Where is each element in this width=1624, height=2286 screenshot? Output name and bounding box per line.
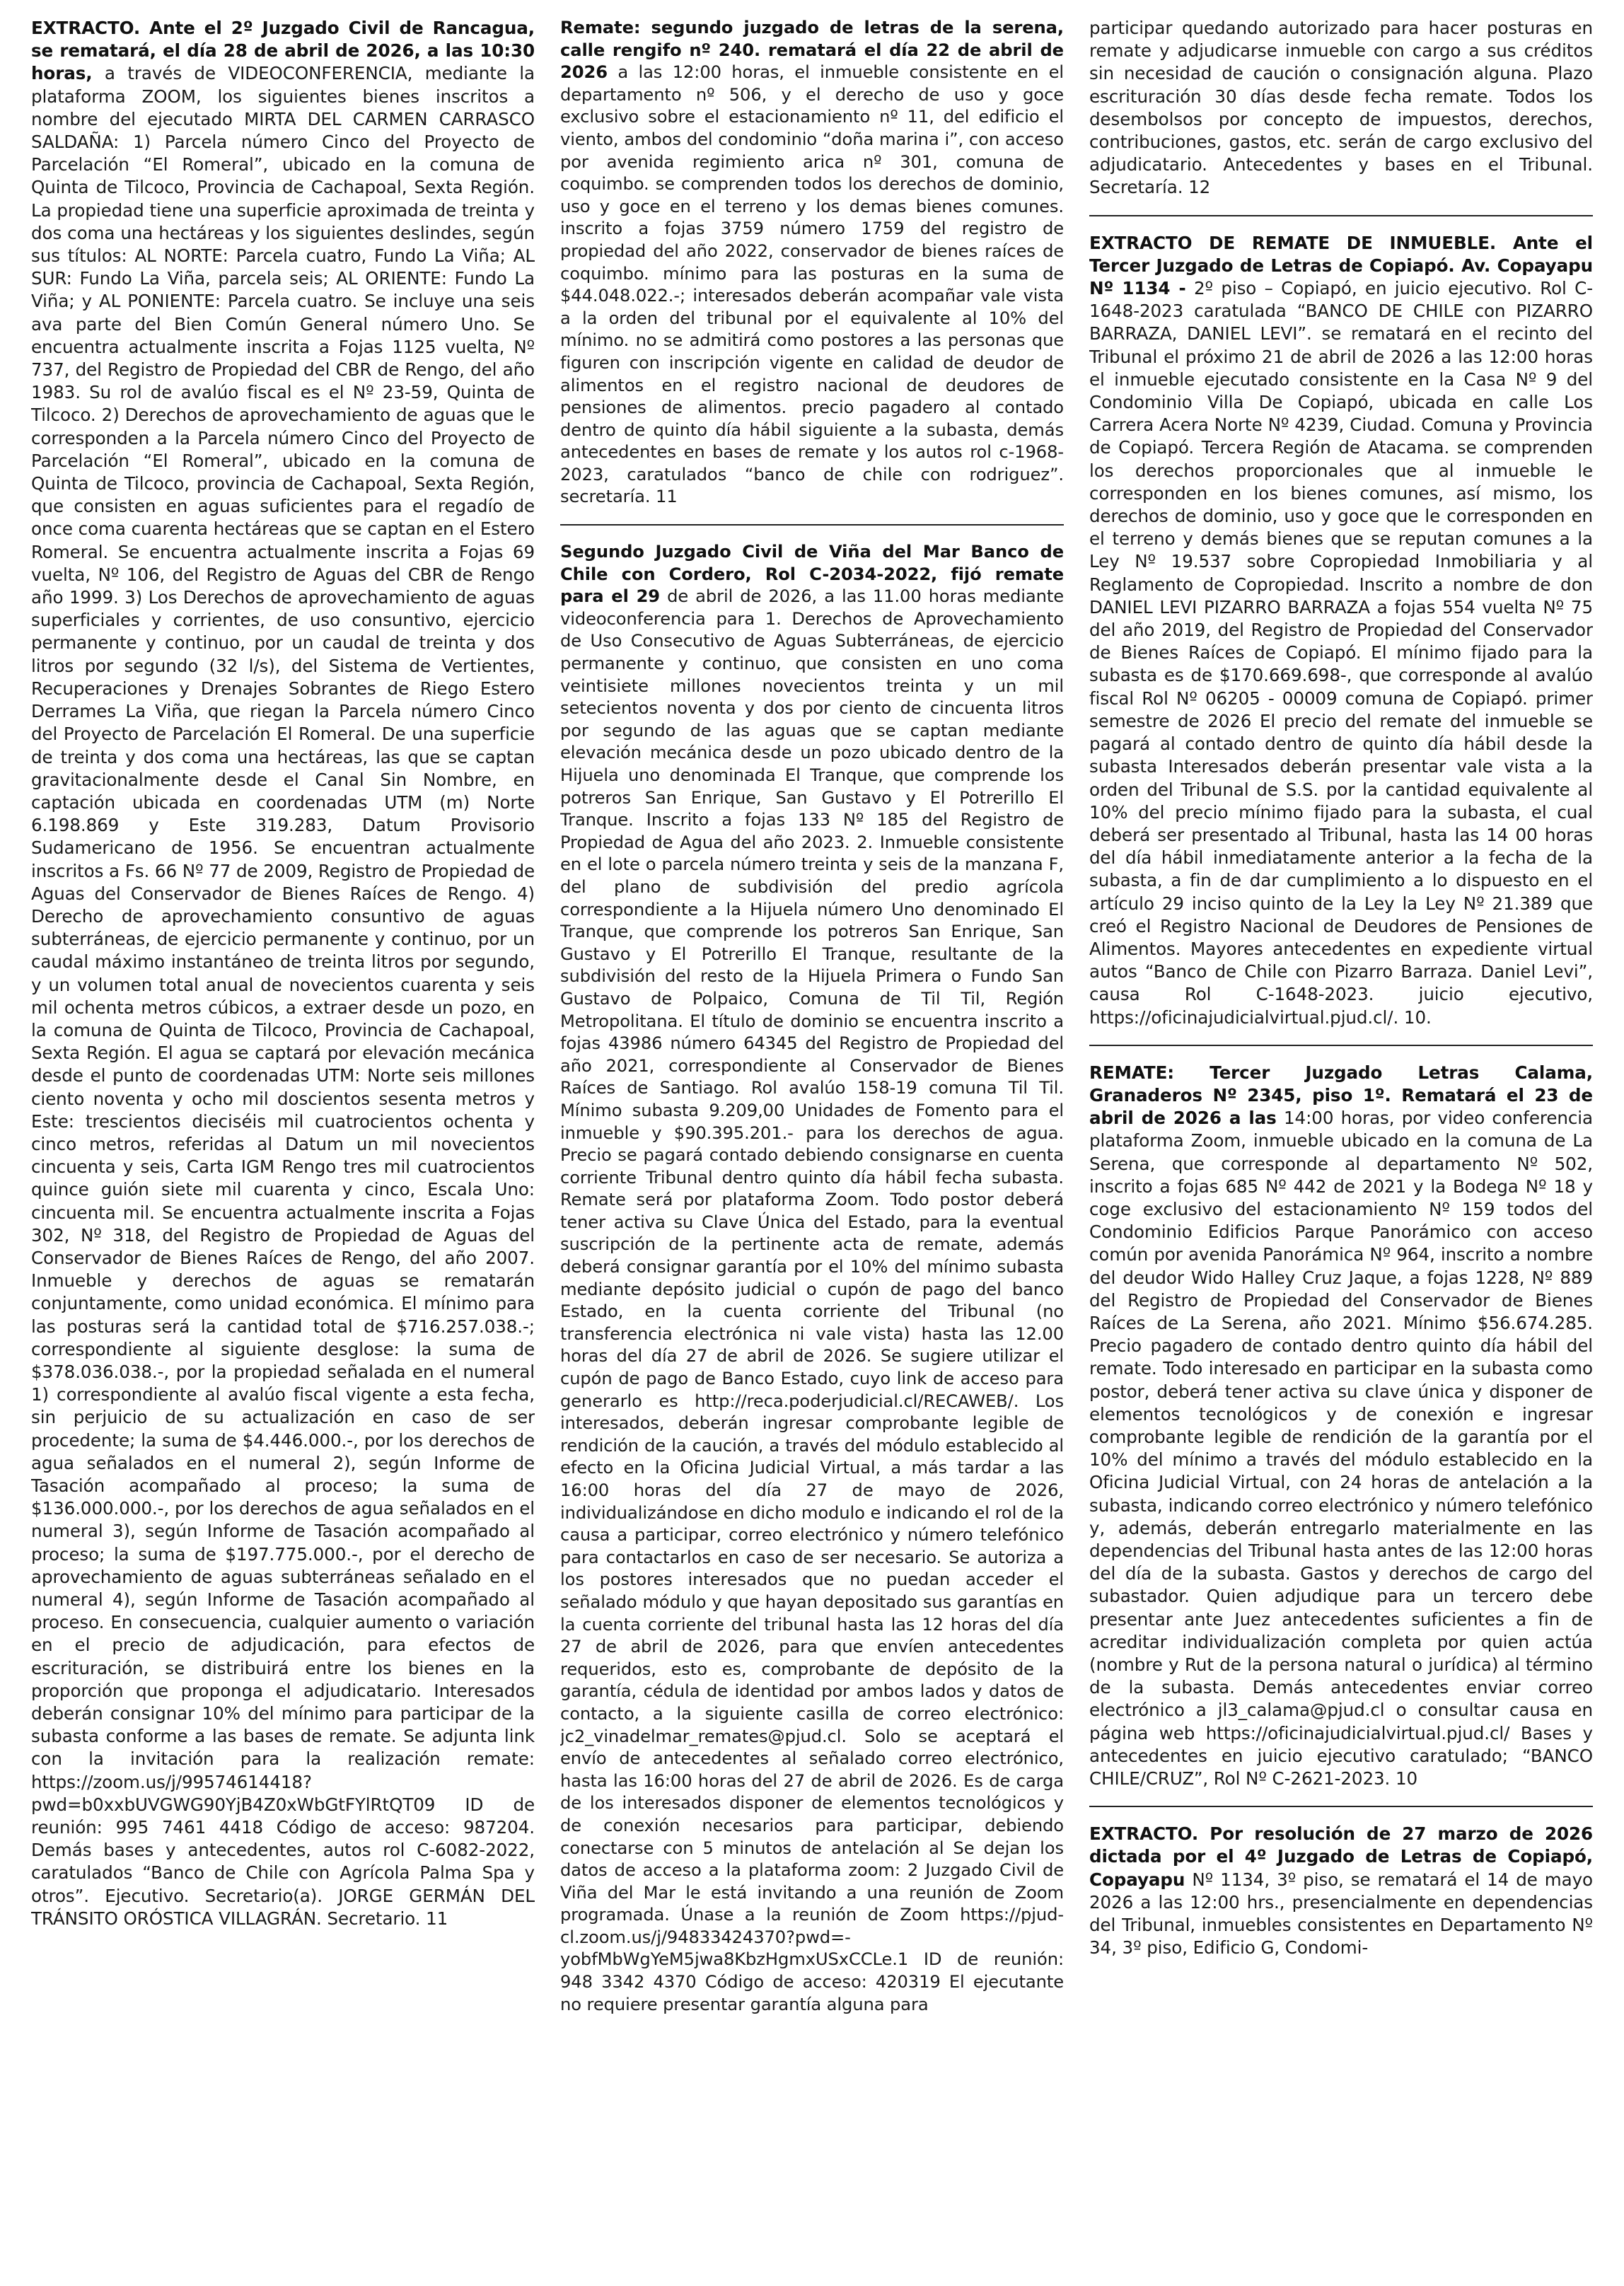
notice-copiapo-tercer-juzgado [1089, 232, 1593, 1029]
notice-divider [1089, 215, 1593, 216]
notice-divider [560, 524, 1064, 526]
newspaper-page [31, 17, 1593, 2273]
column-1 [31, 17, 535, 2273]
notice-divider [1089, 1806, 1593, 1807]
column-2 [560, 17, 1064, 2273]
notice-copiapo-cuarto-juzgado [1089, 1823, 1593, 1959]
notice-body: 2º piso – Copiapó, en juicio ejecutivo. Rol C-1648-2023 caratulada “BANCO DE CHILE con PIZARRO BARRAZA, DANIEL LEVI”. se rematará en el recinto del Tribunal el próximo 21 de abril de 2026 a las 12:00 horas el inmueble ejecutado consistente en la Casa Nº 9 del Condominio Villa De Copiapó, ubicada en calle Los Carrera Acera Norte Nº 4239, Ciudad. Comuna y Provincia de Copiapó. Tercera Región de Atacama. se comprenden los derechos proporcionales que al inmueble le corresponden en los bienes comunes, así mismo, los derechos de dominio, uso y goce que le corresponden en el terreno y demás bienes que se reputan comunes a la Ley Nº 19.537 sobre Copropiedad Inmobiliaria y al Reglamento de Copropiedad. Inscrito a nombre de don DANIEL LEVI PIZARRO BARRAZA a fojas 554 vuelta Nº 75 del año 2019, del Registro de Propiedad del Conservador de Bienes Raíces de Copiapó. El mínimo fijado para la subasta es de $170.669.698-, que corresponde al avalúo fiscal Rol Nº 06205 - 00009 comuna de Copiapó. primer semestre de 2026 El precio del remate del inmueble se pagará al contado dentro de quinto día hábil desde la subasta Interesados deberán presentar vale vista a la orden del Tribunal de S.S. por la cantidad equivalente al 10% del precio mínimo fijado para la subasta, el cual deberá ser presentado al Tribunal, hasta las 14 00 horas del día hábil inmediatamente anterior a la fecha de la subasta, a fin de dar cumplimiento a lo dispuesto en el artículo 29 inciso quinto de la Ley la Ley Nº 21.389 que creó el Registro Nacional de Deudores de Pensiones de Alimentos. Mayores antecedentes en expediente virtual autos “Banco de Chile con Pizarro Barraza. Daniel Levi”, causa Rol C-1648-2023. juicio ejecutivo, https://oficinajudicialvirtual.pjud.cl/. 10. [1089, 278, 1593, 1028]
notice-vina-del-mar [560, 541, 1064, 2016]
notice-vina-del-mar-continued [1089, 17, 1593, 199]
notice-divider [1089, 1045, 1593, 1046]
notice-rancagua [31, 17, 535, 1930]
notice-heading: Remate: segundo juzgado de letras de la serena, calle rengifo nº 240. rematará el día 22 de abril de 2026 [560, 18, 1064, 83]
notice-body: a través de VIDEOCONFERENCIA, mediante la plataforma ZOOM, los siguientes bienes inscritos a nombre del ejecutado MIRTA DEL CARMEN CARRASCO SALDAÑA: 1) Parcela número Cinco del Proyecto de Parcelación “El Romeral”, ubicado en la comuna de Quinta de Tilcoco, Provincia de Cachapoal, Sexta Región. La propiedad tiene una superficie aproximada de treinta y dos coma una hectáreas y los siguientes deslindes, según sus títulos: AL NORTE: Parcela cuatro, Fundo La Viña; AL SUR: Fundo La Viña, parcela seis; AL ORIENTE: Fundo La Viña; y AL PONIENTE: Parcela cuatro. Se incluye una seis ava parte del Bien Común General número Uno. Se encuentra actualmente inscrita a Fojas 1125 vuelta, Nº 737, del Registro de Propiedad del CBR de Rengo, del año 1983. Su rol de avalúo fiscal es el Nº 23-59, Quinta de Tilcoco. 2) Derechos de aprovechamiento de aguas que le corresponden a la Parcela número Cinco del Proyecto de Parcelación “El Romeral”, ubicado en la comuna de Quinta de Tilcoco, provincia de Cachapoal, Sexta Región, que consisten en aguas suficientes para el regadío de once coma cuarenta hectáreas que se captan en el Estero Romeral. Se encuentra actualmente inscrita a Fojas 69 vuelta, Nº 106, del Registro de Aguas del CBR de Rengo año 1999. 3) Los Derechos de aprovechamiento de aguas superficiales y corrientes, de uso consuntivo, ejercicio permanente y continuo, por un caudal de treinta y dos litros por segundo (32 l/s), del Sistema de Vertientes, Recuperaciones y Drenajes Sobrantes de Riego Estero Derrames La Viña, que riegan la Parcela número Cinco del Proyecto de Parcelación El Romeral. De una superficie de treinta y dos coma una hectáreas, las que se captan gravitacionalmente desde el Canal Sin Nombre, en captación ubicada en coordenadas UTM (m) Norte 6.198.869 y Este 319.283, Datum Provisorio Sudamericano de 1956. Se encuentran actualmente inscritos a Fs. 66 Nº 77 de 2009, Registro de Propiedad de Aguas del Conservador de Bienes Raíces de Rengo. 4) Derecho de aprovechamiento consuntivo de aguas subterráneas, de ejercicio permanente y continuo, por un caudal máximo instantáneo de treinta litros por segundo, y un volumen total anual de novecientos cuarenta y seis mil ochenta metros cúbicos, a extraer desde un pozo, en la comuna de Quinta de Tilcoco, Provincia de Cachapoal, Sexta Región. El agua se captará por elevación mecánica desde el punto de coordenadas UTM: Norte seis millones ciento noventa y ocho mil doscientos sesenta metros y Este: trescientos dieciséis mil cuatrocientos ochenta y cinco metros, referidas al Datum un mil novecientos cincuenta y seis, Carta IGM Rengo tres mil cuatrocientos quince guión siete mil cuarenta y cinco, Escala Uno: cincuenta mil. Se encuentra actualmente inscrita a Fojas 302, Nº 318, del Registro de Propiedad de Aguas del Conservador de Bienes Raíces de Rengo, del año 2007. Inmueble y derechos de aguas se rematarán conjuntamente, como unidad económica. El mínimo para las posturas será la cantidad total de $716.257.038.-; correspondiente al siguiente desglose: la suma de $378.036.038.-, por la propiedad señalada en el numeral 1) correspondiente al avalúo fiscal vigente a esta fecha, sin perjuicio de su actualización en caso de ser procedente; la suma de $4.446.000.-, por los derechos de agua señalados en el numeral 2), según Informe de Tasación acompañado al proceso; la suma de $136.000.000.-, por los derechos de agua señalados en el numeral 3), según Informe de Tasación acompañado al proceso; la suma de $197.775.000.-, por el derecho de aprovechamiento de aguas subterráneas señalado en el numeral 4), según Informe de Tasación acompañado al proceso. En consecuencia, cualquier aumento o variación en el precio de adjudicación, para efectos de escrituración, se distribuirá entre los bienes en la proporción que proponga el adjudicatario. Interesados deberán consignar 10% del mínimo para participar de la subasta conforme a las bases de remate. Se adjunta link con la invitación para la realización remate: https://zoom.us/j/99574614418?pwd=b0xxbUVGWG90YjB4Z0xWbGtFYlRtQT09 ID de reunión: 995 7461 4418 Código de acceso: 987204. Demás bases y antecedentes, autos rol C-6082-2022, caratulados “Banco de Chile con Agrícola Palma Spa y otros”. Ejecutivo. Secretario(a). JORGE GERMÁN DEL TRÁNSITO ORÓSTICA VILLAGRÁN. Secretario. 11 [31, 63, 535, 1929]
notice-heading: REMATE: Tercer Juzgado Letras Calama, Granaderos Nº 2345, piso 1º. Rematará el 23 de abril de 2026 a las [1089, 1062, 1593, 1129]
notice-body: de abril de 2026, a las 11.00 horas mediante videoconferencia para 1. Derechos de Aprovechamiento de Uso Consecutivo de Aguas Subterráneas, de ejercicio permanente y continuo, que consisten en uno coma veintisiete millones novecientos treinta y un mil setecientos noventa y dos por ciento de cincuenta litros por segundo de las aguas que se captan mediante elevación mecánica desde un pozo ubicado dentro de la Hijuela uno denominada El Tranque, que comprende los potreros San Enrique, San Gustavo y El Potrerillo El Tranque. Inscrito a fojas 133 Nº 185 del Registro de Propiedad de Agua del año 2023. 2. Inmueble consistente en el lote o parcela número treinta y seis de la manzana F, del plano de subdivisión del predio agrícola correspondiente a la Hijuela número Uno denominado El Tranque, que comprende los potreros San Enrique, San Gustavo y El Potrerillo El Tranque, resultante de la subdivisión del resto de la Hijuela Primera o Fundo San Gustavo de Polpaico, Comuna de Til Til, Región Metropolitana. El título de dominio se encuentra inscrito a fojas 43986 número 64345 del Registro de Propiedad del año 2021, correspondiente al Conservador de Bienes Raíces de Santiago. Rol avalúo 158-19 comuna Til Til. Mínimo subasta 9.209,00 Unidades de Fomento para el inmueble y $90.395.201.- para los derechos de agua. Precio se pagará contado debiendo consignarse en cuenta corriente Tribunal dentro quinto día hábil fecha subasta. Remate será por plataforma Zoom. Todo postor deberá tener activa su Clave Única del Estado, para la eventual suscripción de la pertinente acta de remate, además deberá consignar garantía por el 10% del mínimo subasta mediante depósito judicial o cupón de pago del banco Estado, en la cuenta corriente del Tribunal (no transferencia electrónica ni vale vista) hasta las 12.00 horas del día 27 de abril de 2026. Se sugiere utilizar el cupón de pago de Banco Estado, cuyo link de acceso para generarlo es http://reca.poderjudicial.cl/RECAWEB/. Los interesados, deberán ingresar comprobante legible de rendición de la caución, a través del módulo establecido al efecto en la Oficina Judicial Virtual, a más tardar a las 16:00 horas del día 27 de mayo de 2026, individualizándose en dicho modulo e indicando el rol de la causa a participar, correo electrónico y número telefónico para contactarlos en caso de ser necesario. Se autoriza a los postores interesados que no puedan acceder el señalado módulo y que hayan depositado sus garantías en la cuenta corriente del tribunal hasta las 12 horas del día 27 de abril de 2026, para que envíen antecedentes requeridos, esto es, comprobante de depósito de la garantía, cédula de identidad por ambos lados y datos de contacto, a la siguiente casilla de correo electrónico: jc2_vinadelmar_remates@pjud.cl. Solo se aceptará el envío de antecedentes al señalado correo electrónico, hasta las 16:00 horas del 27 de abril de 2026. Es de carga de los interesados disponer de elementos tecnológicos y de conexión necesarios para participar, debiendo conectarse con 5 minutos de antelación al Se dejan los datos de acceso a la plataforma zoom: 2 Juzgado Civil de Viña del Mar le está invitando a una reunión de Zoom programada. Únase a la reunión de Zoom https://pjud-cl.zoom.us/j/94833424370?pwd=-yobfMbWgYeM5jwa8KbzHgmxUSxCCLe.1 ID de reunión: 948 3342 4370 Código de acceso: 420319 El ejecutante no requiere presentar garantía alguna para [560, 586, 1064, 2014]
column-3 [1089, 17, 1593, 2273]
notice-body: a las 12:00 horas, el inmueble consistente en el departamento nº 506, y el derecho de uso y goce exclusivo sobre el estacionamiento nº 11, del edificio el viento, ambos del condominio “doña marina i”, con acceso por avenida regimiento arica nº 301, comuna de coquimbo. se comprenden todos los derechos de dominio, uso y goce en el terreno y los demas bienes comunes. inscrito a fojas 3759 número 1759 del registro de propiedad del año 2022, conservador de bienes raíces de coquimbo. mínimo para las posturas en la suma de $44.048.022.-; interesados deberán acompañar vale vista a la orden del tribunal por el equivalente al 10% del mínimo. no se admitirá como postores a las personas que figuren con inscripción vigente en calidad de deudor de alimentos en el registro nacional de deudores de pensiones de alimentos. precio pagadero al contado dentro de quinto día hábil siguiente a la subasta, demás antecedentes en bases de remate y los autos rol c-1968-2023, caratulados “banco de chile con rodriguez”. secretaría. 11 [560, 62, 1064, 507]
notice-body: Nº 1134, 3º piso, se rematará el 14 de mayo 2026 a las 12:00 hrs., presencialmente en dependencias del Tribunal, inmuebles consistentes en Departamento Nº 34, 3º piso, Edificio G, Condomi- [1089, 1869, 1593, 1959]
notice-heading: EXTRACTO. Ante el 2º Juzgado Civil de Rancagua, se rematará, el día 28 de abril de 2026, a las 10:30 horas, [31, 18, 535, 84]
notice-body: participar quedando autorizado para hacer posturas en remate y adjudicarse inmueble con cargo a sus créditos sin necesidad de caución o consignación alguna. Plazo escrituración 30 días desde fecha remate. Todos los desembolsos por concepto de impuestos, derechos, contribuciones, gastos, etc. serán de cargo exclusivo del adjudicatario. Antecedentes y bases en el Tribunal. Secretaría. 12 [1089, 18, 1593, 198]
notice-calama [1089, 1062, 1593, 1791]
notice-body: 14:00 horas, por video conferencia plataforma Zoom, inmueble ubicado en la comuna de La Serena, que corresponde al departamento Nº 502, inscrito a fojas 685 Nº 442 de 2021 y la Bodega Nº 18 y coge exclusivo del estacionamiento Nº 159 todos del Condominio Edificios Parque Panorámico con acceso común por avenida Panorámica Nº 964, inscrito a nombre del deudor Wido Halley Cruz Jaque, a fojas 1228, Nº 889 del Registro de Propiedad del Conservador de Bienes Raíces de La Serena, año 2021. Mínimo $56.674.285. Precio pagadero de contado dentro quinto día hábil del remate. Todo interesado en participar en la subasta como postor, deberá tener activa su clave única y disponer de elementos tecnológicos y de conexión e ingresar comprobante legible de rendición de la garantía por el 10% del mínimo a través del módulo establecido en la Oficina Judicial Virtual, con 24 horas de antelación a la subasta, indicando correo electrónico y número telefónico y, además, deberán entregarlo materialmente en las dependencias del Tribunal hasta antes de las 12:00 horas del día de la subasta. Gastos y derechos de cargo del subastador. Quien adjudique para un tercero debe presentar ante Juez antecedentes suficientes a fin de acreditar individualización completa por quien actúa (nombre y Rut de la persona natural o jurídica) al término de la subasta. Demás antecedentes enviar correo electrónico a jl3_calama@pjud.cl o consultar causa en página web https://oficinajudicialvirtual.pjud.cl/ Bases y antecedentes en juicio ejecutivo caratulado; “BANCO CHILE/CRUZ”, Rol Nº C-2621-2023. 10 [1089, 1108, 1593, 1789]
notice-heading: EXTRACTO DE REMATE DE INMUEBLE. Ante el Tercer Juzgado de Letras de Copiapó. Av. Copayapu Nº 1134 - [1089, 232, 1593, 299]
notice-heading: Segundo Juzgado Civil de Viña del Mar Banco de Chile con Cordero, Rol C-2034-2022, fijó remate para el 29 [560, 542, 1064, 607]
notice-la-serena [560, 17, 1064, 509]
notice-heading: EXTRACTO. Por resolución de 27 marzo de 2026 dictada por el 4º Juzgado de Letras de Copiapó, Copayapu [1089, 1823, 1593, 1890]
